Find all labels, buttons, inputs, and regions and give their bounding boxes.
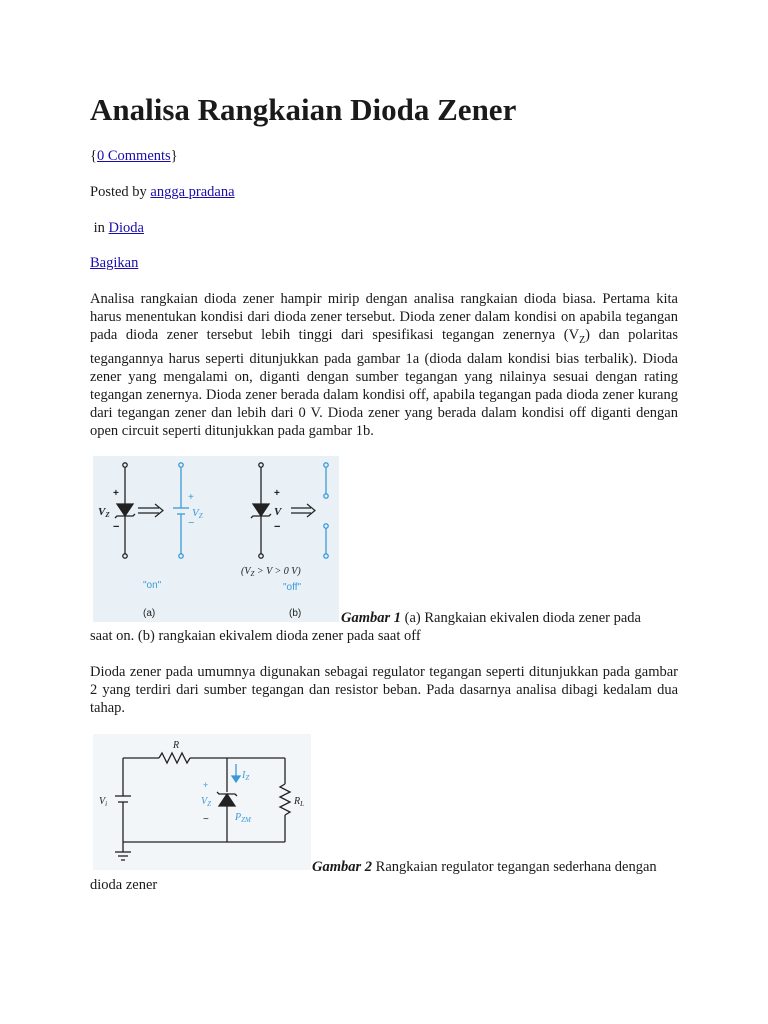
voltage-source-icon: [173, 463, 189, 558]
figure-2-caption-text: Rangkaian regulator tegangan sederhana dengan: [372, 859, 657, 875]
figure-2-caption-line-2: dioda zener: [90, 877, 158, 893]
fig1-minus-b: −: [274, 521, 281, 533]
comments-close-brace: }: [170, 148, 178, 164]
paragraph-1-subscript: Z: [579, 334, 586, 346]
fig1-vz-sub: Z: [105, 511, 110, 519]
zener-diode-a-icon: [115, 463, 135, 558]
fig2-iz-sub: Z: [245, 774, 250, 782]
current-arrow-icon: [232, 764, 240, 782]
fig2-vz-label: V: [201, 796, 208, 807]
fig1-minus-a: −: [113, 521, 120, 533]
fig2-pzm-sub: ZM: [241, 816, 251, 824]
posted-by-line: [90, 184, 235, 201]
fig2-pzm-label: P: [235, 812, 242, 823]
comments-link[interactable]: 0 Comments: [96, 148, 171, 164]
figure-2-caption-title: Gambar 2: [312, 859, 373, 875]
fig1-vz-src-sub: Z: [198, 512, 203, 520]
fig2-rl-label: R: [294, 796, 301, 807]
fig2-r-label: R: [173, 740, 180, 751]
category-link[interactable]: Dioda: [108, 220, 144, 236]
fig1-minus-src: −: [188, 517, 195, 529]
svg-text:RL: [293, 796, 304, 808]
svg-text:VZ: [201, 796, 211, 808]
paragraph-1: [90, 290, 678, 440]
fig1-off-label: "off": [283, 582, 302, 593]
fig2-vz-sub: Z: [207, 800, 212, 808]
load-resistor-icon: [280, 784, 290, 815]
fig1-b-label: (b): [289, 608, 302, 619]
figure-1-caption-text: (a) Rangkaian ekivalen dioda zener pada: [401, 610, 641, 626]
fig1-plus-src: +: [188, 492, 194, 503]
figure-1-caption-line-1: [341, 609, 641, 627]
svg-text:Vi: [99, 796, 107, 808]
category-prefix: in: [90, 220, 109, 236]
comments-line: [90, 148, 178, 165]
paragraph-1-rest: ) dan polaritas tegangannya harus seperti ditunjukkan pada gambar 1a (dioda dalam kondisi bias terbalik). Dioda zener yang mengalami on, diganti dengan sumber tegangan yang nilainya sesuai dengan rating tegangan zenernya. Dioda zener berada dalam kondisi off, apabila tegangan pada dioda zener kurang dari tegangan zener dan lebih dari 0 V. Dioda zener yang berada dalam kondisi off diganti dengan open circuit seperti ditunjukkan pada gambar 1b.: [90, 327, 678, 439]
fig2-minus: −: [203, 814, 209, 825]
figure-2-caption-line-1: [312, 858, 657, 876]
share-line: [90, 255, 138, 272]
open-circuit-icon: [324, 463, 328, 558]
svg-text:PZM: [234, 812, 252, 824]
zener-diode-b-icon: [251, 463, 271, 558]
paragraph-2: Dioda zener pada umumnya digunakan sebagai regulator tegangan seperti ditunjukkan pada gambar 2 yang terdiri dari sumber tegangan dan resistor beban. Pada dasarnya analisa dibagi kedalam dua tahap.: [90, 664, 678, 716]
posted-by-label: Posted by: [90, 184, 151, 200]
fig1-on-label: "on": [143, 580, 162, 591]
equivalence-arrow-a-icon: [138, 504, 163, 517]
fig1-plus-b: +: [274, 488, 280, 499]
fig2-plus: +: [203, 780, 209, 790]
series-resistor-icon: [159, 753, 190, 763]
share-link[interactable]: Bagikan: [90, 255, 139, 271]
category-line: [90, 220, 144, 237]
comments-open-brace: {: [90, 148, 97, 164]
fig2-vi-sub: i: [105, 800, 108, 808]
page-title: Analisa Rangkaian Dioda Zener: [90, 92, 517, 127]
svg-text:VZ: [192, 507, 203, 520]
svg-text:VZ: [98, 506, 110, 519]
fig2-iz-label: I: [242, 770, 246, 781]
equivalence-arrow-b-icon: [291, 504, 315, 517]
fig1-vz-src-label: V: [192, 507, 199, 519]
paragraph-1-text: Analisa rangkaian dioda zener hampir mirip dengan analisa rangkaian dioda biasa. Pertama kita harus menentukan kondisi dari dioda zener tersebut. Dioda zener dalam kondisi on apabila tegangan pada dioda zener tersebut lebih tinggi dari spesifikasi tegangan zenernya (V: [90, 291, 678, 343]
figure-2-image: [93, 734, 311, 870]
fig2-rl-sub: L: [300, 800, 305, 808]
fig2-vi-label: V: [99, 796, 106, 807]
figure-1-caption-line-2: saat on. (b) rangkaian ekivalem dioda zener pada saat off: [90, 628, 421, 644]
figure-1-caption-title: Gambar 1: [341, 610, 402, 626]
author-link[interactable]: angga pradana: [150, 184, 235, 200]
fig1-vz-label: V: [98, 506, 106, 518]
figure-1-image: [93, 456, 339, 622]
fig1-condition-label: ($V_Z > V > 0$ V): [241, 566, 301, 578]
svg-text:IZ: [241, 770, 249, 782]
fig1-plus-a: +: [113, 488, 119, 499]
fig1-a-label: (a): [143, 608, 156, 619]
fig1-v-label: V: [274, 506, 282, 518]
